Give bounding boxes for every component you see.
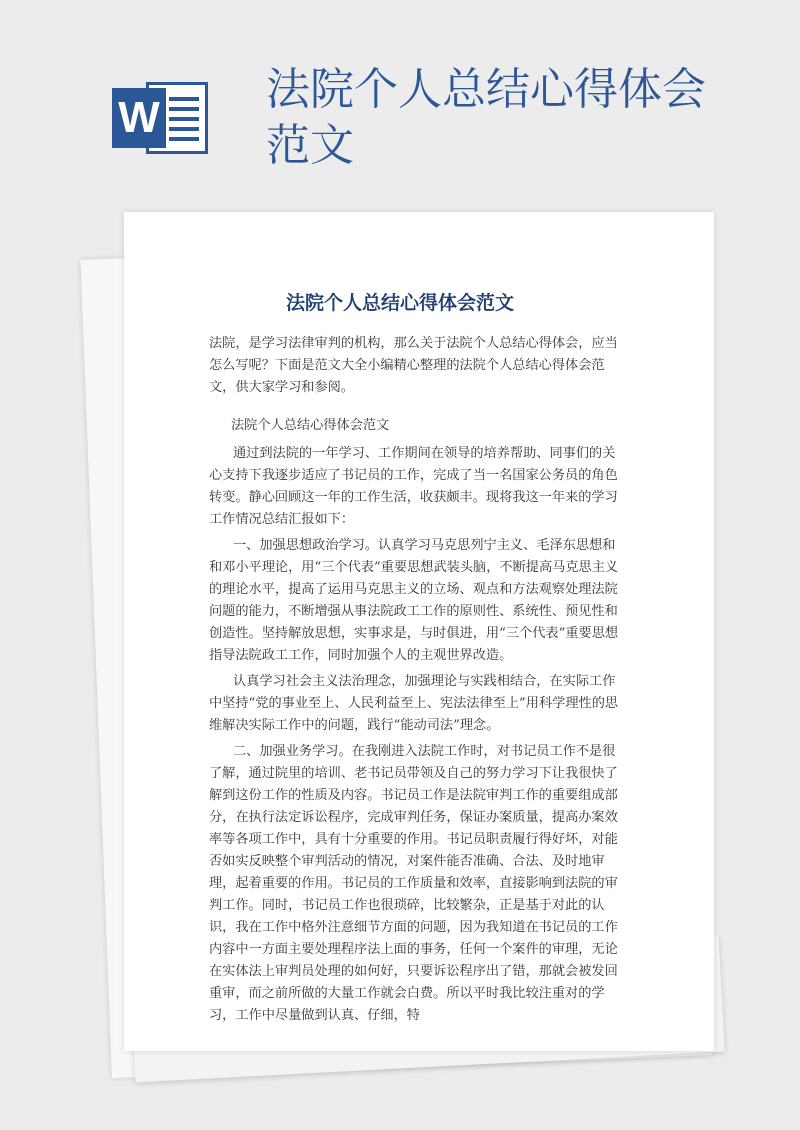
document-body [209,333,624,1031]
body-paragraph: 二、加强业务学习。在我刚进入法院工作时，对书记员工作不是很了解，通过院里的培训、老书记员带领及自己的努力学习下让我很快了解到这份工作的性质及内容。书记员工作是法院审判工作的重要组成部分，在执行法定诉讼程序，完成审判任务，保证办案质量，提高办案效率等各项工作中，具有十分重要的作用。书记员职责履行得好坏，对能否如实反映整个审判活动的情况，对案件能否准确、合法、及时地审理，起着重要的作用。书记员的工作质量和效率，直接影响到法院的审判工作。同时，书记员工作也很琐碎，比较繁杂，正是基于对此的认识，我在工作中格外注意细节方面的问题，因为我知道在书记员的工作内容中一方面主要处理程序法上面的事务，任何一个案件的审理，无论在实体法上审判员处理的如何好，只要诉讼程序出了错，那就会被发回重审，而之前所做的大量工作就会白费。所以平时我比较注重对的学习，工作中尽量做到认真、仔细，特 [209,744,618,1023]
document-title: 法院个人总结心得体会范文 [285,292,514,314]
word-letter: W [112,88,166,148]
intro-paragraph: 法院，是学习法律审判的机构，那么关于法院个人总结心得体会，应当怎么写呢？下面是范文大全小编精心整理的法院个人总结心得体会范文，供大家学习和参阅。 [209,336,618,395]
body-paragraph: 认真学习社会主义法治理念，加强理论与实践相结合，在实际工作中坚持“党的事业至上、人民利益至上、宪法法律至上”用科学理性的思维解决实际工作中的问题，践行“能动司法”理念。 [209,674,619,733]
section-subheading: 法院个人总结心得体会范文 [231,418,390,433]
body-paragraph: 通过到法院的一年学习、工作期间在领导的培养帮助、同事们的关心支持下我逐步适应了书记员的工作，完成了当一名国家公务员的角色转变。静心回顾这一年的工作生活，收获颇丰。现将我这一年来的学习工作情况总结汇报如下： [209,446,618,527]
page-title: 法院个人总结心得体会范文 [266,64,706,171]
word-document-icon [112,78,212,158]
body-paragraph: 一、加强思想政治学习。认真学习马克思列宁主义、毛泽东思想和和邓小平理论，用“三个代表”重要思想武装头脑，不断提高马克思主义的理论水平，提高了运用马克思主义的立场、观点和方法观察处理法院问题的能力，不断增强从事法院政工工作的原则性、系统性、预见性和创造性。坚持解放思想，实事求是，与时俱进，用“三个代表”重要思想指导法院政工工作，同时加强个人的主观世界改造。 [209,538,619,663]
header [0,0,800,200]
